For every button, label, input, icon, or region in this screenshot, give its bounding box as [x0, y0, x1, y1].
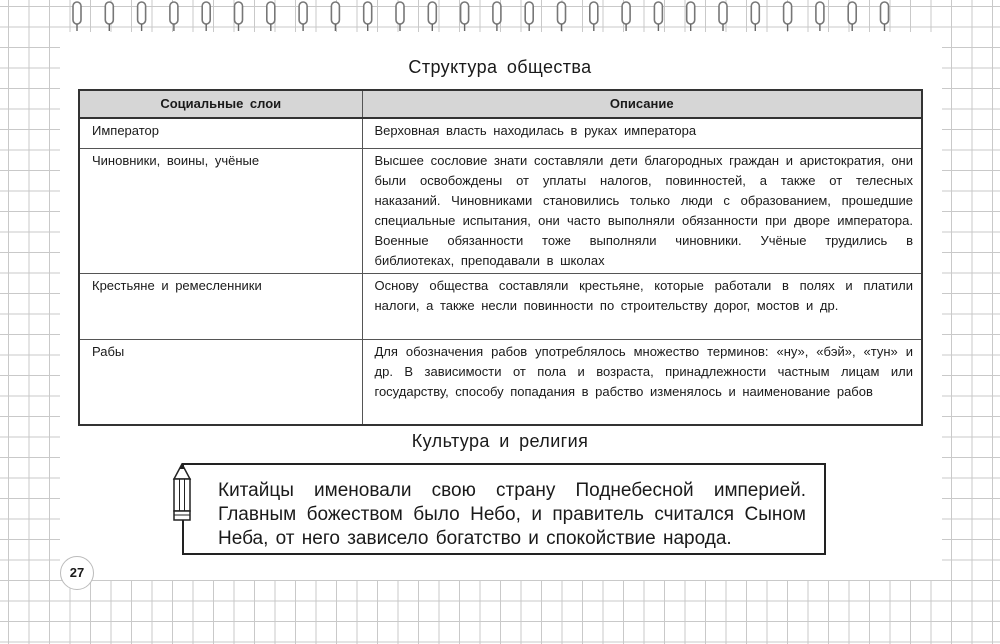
binding-ring: [235, 2, 243, 24]
description-cell: Верховная власть находилась в руках императора: [362, 118, 922, 148]
binding-ring: [331, 2, 339, 24]
spiral-binding: [0, 0, 1000, 34]
binding-ring: [816, 2, 824, 24]
description-cell: Основу общества составляли крестьяне, которые работали в полях и платили налоги, а также несли повинности по строительству дорог, мостов и др.: [362, 273, 922, 339]
layer-cell: Император: [79, 118, 362, 148]
binding-ring: [267, 2, 275, 24]
binding-ring: [138, 2, 146, 24]
binding-ring: [73, 2, 81, 24]
layer-cell: Крестьяне и ремесленники: [79, 273, 362, 339]
section-title-structure: Структура общества: [408, 57, 592, 77]
binding-ring: [170, 2, 178, 24]
binding-ring: [525, 2, 533, 24]
table-row: [79, 339, 922, 425]
binding-ring: [493, 2, 501, 24]
binding-ring: [558, 2, 566, 24]
binding-ring: [590, 2, 598, 24]
table-row: [79, 118, 922, 148]
binding-ring: [202, 2, 210, 24]
page-number: 27: [60, 556, 94, 590]
binding-ring: [364, 2, 372, 24]
binding-ring: [396, 2, 404, 24]
pencil-icon: [168, 463, 196, 523]
table-row: [79, 148, 922, 273]
description-cell: Для обозначения рабов употреблялось множество терминов: «ну», «бэй», «тун» и др. В зависимости от пола и возраста, принадлежности частным лицам или государству, способу попадания в рабство изменялось и наименование рабов: [362, 339, 922, 425]
binding-ring: [784, 2, 792, 24]
header-social-layers: Социальные слои: [79, 90, 362, 118]
layer-cell: Чиновники, воины, учёные: [79, 148, 362, 273]
layer-cell: Рабы: [79, 339, 362, 425]
header-description: Описание: [362, 90, 922, 118]
binding-ring: [299, 2, 307, 24]
binding-ring: [622, 2, 630, 24]
section-title-culture: Культура и религия: [411, 431, 589, 451]
binding-ring: [848, 2, 856, 24]
binding-ring: [687, 2, 695, 24]
culture-note-text: Китайцы именовали свою страну Поднебесной империей. Главным божеством было Небо, и правитель считался Сыном Неба, от него зависело богатство и спокойствие народа.: [218, 480, 806, 549]
table-header-row: [79, 90, 922, 118]
binding-ring: [719, 2, 727, 24]
binding-ring: [105, 2, 113, 24]
binding-ring: [881, 2, 889, 24]
binding-ring: [461, 2, 469, 24]
binding-ring: [428, 2, 436, 24]
culture-note-box: [182, 463, 826, 555]
binding-ring: [751, 2, 759, 24]
binding-ring: [654, 2, 662, 24]
description-cell: Высшее сословие знати составляли дети благородных граждан и аристократия, они были освобождены от уплаты налогов, повинностей, а также от телесных наказаний. Чиновниками становились только люди с образованием, прошедшие специальные испытания, они часто выполняли обязанности при дворе императора. Военные обязанности тоже выполняли чиновники. Учёные трудились в библиотеках, преподавали в школах: [362, 148, 922, 273]
table-row: [79, 273, 922, 339]
society-structure-table: [78, 89, 923, 426]
